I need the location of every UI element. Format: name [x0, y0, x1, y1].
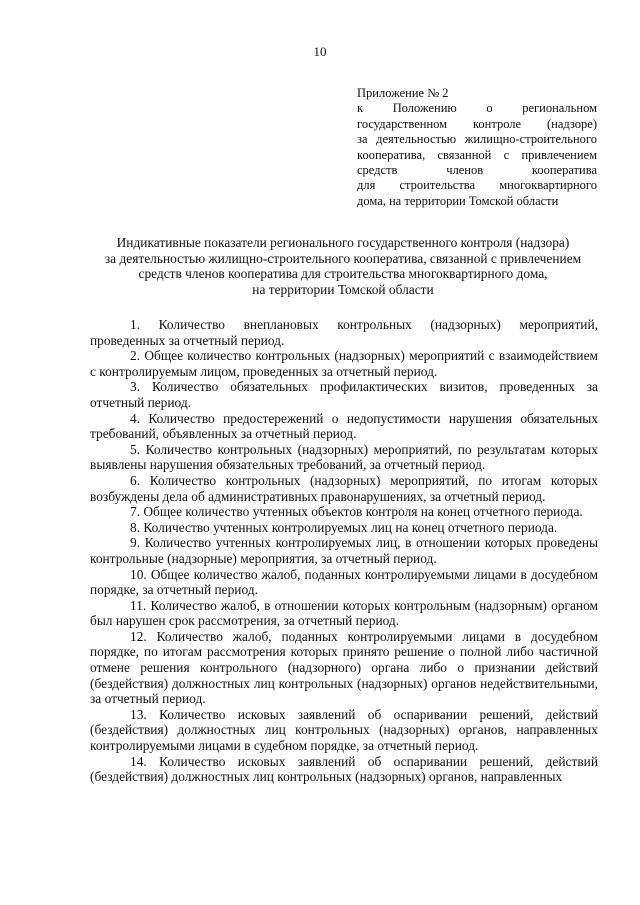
indicator-item: 4. Количество предостережений о недопустимости нарушения обязательных требований, объявленных за отчетный период.	[90, 410, 598, 442]
indicator-item: 13. Количество исковых заявлений об оспаривании решений, действий (бездействия) должностных лиц контрольных (надзорных) органов, направленных контролируемыми лицами в судебном порядке, за отчетный период.	[90, 706, 598, 754]
indicator-item: 7. Общее количество учтенных объектов контроля на конец отчетного периода.	[130, 504, 583, 520]
page-number: 10	[313, 44, 327, 59]
indicator-item: 12. Количество жалоб, поданных контролируемыми лицами в досудебном порядке, по итогам рассмотрения которых принято решение о полной либо частичной отмене решения контрольного (надзорного) органа либо о признании действий (бездействия) должностных лиц контрольных (надзорных) органов недействительными, за отчетный период.	[90, 628, 598, 707]
indicator-item: 9. Количество учтенных контролируемых лиц, в отношении которых проведены контрольные (надзорные) мероприятия, за отчетный период.	[90, 535, 598, 566]
indicator-item: 6. Количество контрольных (надзорных) мероприятий, по итогам которых возбуждены дела об административных правонарушениях, за отчетный период.	[90, 472, 598, 504]
appendix-line: кооператива, связанной с привлечением	[357, 147, 597, 162]
indicator-item: 2. Общее количество контрольных (надзорных) мероприятий с взаимодействием с контролируемым лицом, проведенных за отчетный период.	[90, 348, 598, 379]
indicator-item: 10. Общее количество жалоб, поданных контролируемыми лицами в досудебном порядке, за отчетный период.	[90, 566, 598, 598]
indicator-item: 5. Количество контрольных (надзорных) мероприятий, по результатам которых выявлены нарушения обязательных требований, за отчетный период.	[90, 441, 598, 473]
appendix-line: для строительства многоквартирного	[357, 178, 597, 193]
appendix-line: к Положению о региональном	[357, 101, 597, 116]
appendix-line: средств членов кооператива	[357, 163, 597, 178]
indicators-list	[90, 317, 598, 785]
title-line: средств членов кооператива для строительства многоквартирного дома,	[138, 266, 548, 282]
indicator-item: 8. Количество учтенных контролируемых лиц на конец отчетного периода.	[130, 519, 558, 535]
appendix-line: государственном контроле (надзоре)	[357, 116, 597, 131]
document-title	[88, 235, 598, 297]
indicator-item: 3. Количество обязательных профилактических визитов, проведенных за отчетный период.	[90, 379, 598, 410]
appendix-line: дома, на территории Томской области	[357, 193, 559, 208]
title-line: за деятельностью жилищно-строительного кооператива, связанной с привлечением	[104, 250, 582, 266]
title-line: Индикативные показатели регионального государственного контроля (надзора)	[116, 235, 570, 250]
indicator-item: 14. Количество исковых заявлений об оспаривании решений, действий (бездействия) должностных лиц контрольных (надзорных) органов, направленных	[90, 753, 598, 785]
appendix-label: Приложение № 2	[357, 86, 449, 100]
appendix-header	[357, 86, 597, 209]
indicator-item: 11. Количество жалоб, в отношении которых контрольным (надзорным) органом был нарушен срок рассмотрения, за отчетный период.	[90, 597, 598, 629]
appendix-line: за деятельностью жилищно-строительного	[357, 132, 597, 147]
indicator-item: 1. Количество внеплановых контрольных (надзорных) мероприятий, проведенных за отчетный период.	[90, 317, 598, 348]
title-line: на территории Томской области	[252, 281, 434, 297]
